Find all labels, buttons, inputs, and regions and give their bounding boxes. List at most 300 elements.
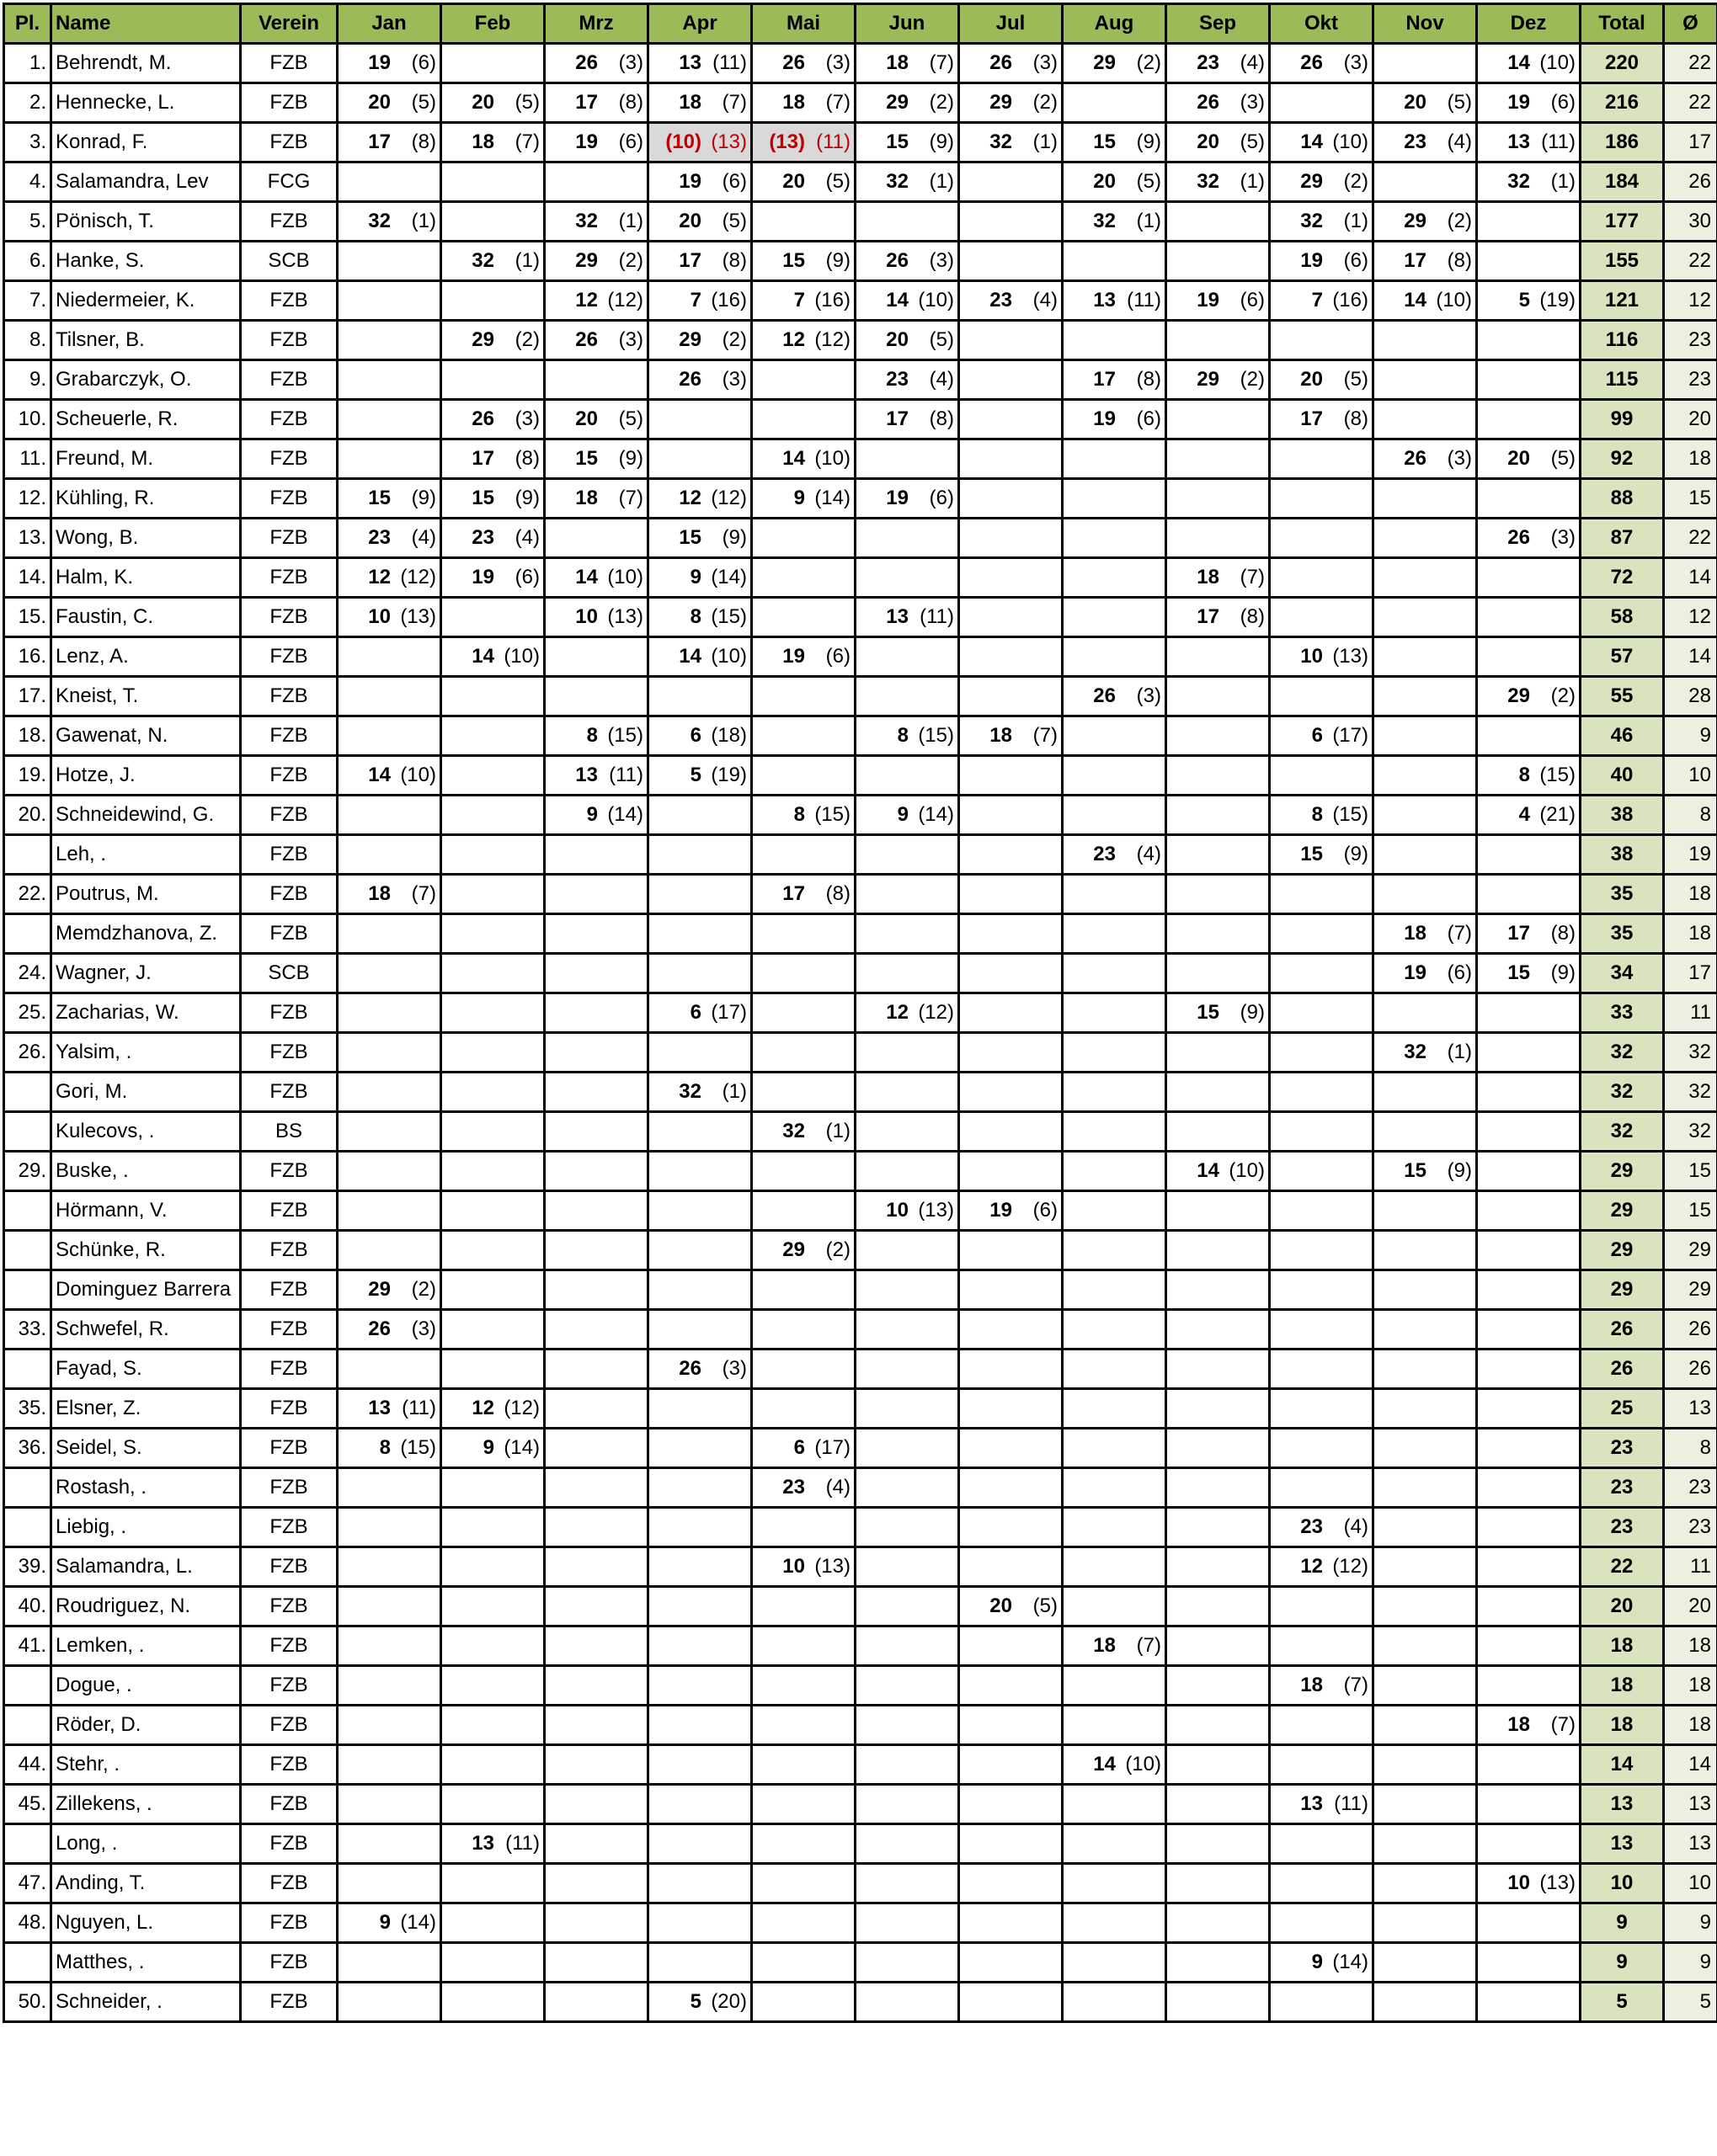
month-cell-sep bbox=[1166, 1191, 1270, 1231]
header-month-dez[interactable]: Dez bbox=[1477, 4, 1581, 44]
month-cell-jun bbox=[856, 637, 959, 677]
player-name-cell[interactable]: Roudriguez, N. bbox=[51, 1587, 241, 1626]
player-name-cell[interactable]: Lenz, A. bbox=[51, 637, 241, 677]
player-name-cell[interactable]: Zillekens, . bbox=[51, 1785, 241, 1824]
club-cell: FZB bbox=[241, 796, 338, 835]
month-placement: (15) bbox=[607, 724, 643, 747]
table-row[interactable] bbox=[4, 1191, 1717, 1231]
month-points: 7 bbox=[1311, 289, 1323, 311]
table-row[interactable] bbox=[4, 1706, 1717, 1745]
month-cell-feb bbox=[441, 321, 545, 360]
total-cell: 29 bbox=[1581, 1191, 1664, 1231]
month-cell-aug bbox=[1063, 1824, 1166, 1864]
player-name-cell[interactable]: Hanke, S. bbox=[51, 242, 241, 281]
club-cell: FZB bbox=[241, 1745, 338, 1785]
month-placement: (5) bbox=[515, 91, 540, 114]
month-cell-aug bbox=[1063, 439, 1166, 479]
header-avg[interactable]: Ø bbox=[1664, 4, 1717, 44]
month-cell-jan bbox=[338, 242, 441, 281]
player-name-cell[interactable]: Scheuerle, R. bbox=[51, 400, 241, 439]
player-name-cell[interactable]: Niedermeier, K. bbox=[51, 281, 241, 321]
month-cell-jul bbox=[959, 558, 1063, 598]
month-points: 20 bbox=[1300, 368, 1323, 391]
month-points: 32 bbox=[886, 170, 909, 193]
total-cell: 32 bbox=[1581, 1073, 1664, 1112]
table-row[interactable] bbox=[4, 479, 1717, 519]
month-cell-nov bbox=[1373, 1508, 1477, 1547]
player-name-cell[interactable]: Behrendt, M. bbox=[51, 44, 241, 83]
player-name-cell[interactable]: Wagner, J. bbox=[51, 954, 241, 993]
month-cell-dez bbox=[1477, 637, 1581, 677]
player-name-cell[interactable]: Pönisch, T. bbox=[51, 202, 241, 242]
table-row[interactable] bbox=[4, 83, 1717, 123]
month-points: 20 bbox=[1404, 91, 1426, 114]
header-month-mrz[interactable]: Mrz bbox=[545, 4, 648, 44]
table-row[interactable] bbox=[4, 954, 1717, 993]
rank-cell: 44. bbox=[4, 1745, 51, 1785]
table-row[interactable] bbox=[4, 1389, 1717, 1429]
header-month-apr[interactable]: Apr bbox=[648, 4, 752, 44]
month-cell-dez bbox=[1477, 1626, 1581, 1666]
table-row[interactable] bbox=[4, 1112, 1717, 1152]
player-name-cell[interactable]: Hörmann, V. bbox=[51, 1191, 241, 1231]
header-month-jan[interactable]: Jan bbox=[338, 4, 441, 44]
month-points: 18 bbox=[679, 91, 701, 114]
month-points: 17 bbox=[679, 249, 701, 272]
player-name-cell[interactable]: Schünke, R. bbox=[51, 1231, 241, 1270]
average-cell: 12 bbox=[1664, 598, 1717, 637]
table-row[interactable] bbox=[4, 875, 1717, 914]
rank-cell: 15. bbox=[4, 598, 51, 637]
total-cell: 29 bbox=[1581, 1270, 1664, 1310]
table-row[interactable] bbox=[4, 1983, 1717, 2022]
rank-cell bbox=[4, 1706, 51, 1745]
table-row[interactable] bbox=[4, 1666, 1717, 1706]
month-points: 26 bbox=[1404, 447, 1426, 470]
month-cell-okt bbox=[1270, 1191, 1373, 1231]
player-name-cell[interactable]: Seidel, S. bbox=[51, 1429, 241, 1468]
table-row[interactable] bbox=[4, 756, 1717, 796]
month-cell-dez bbox=[1477, 1468, 1581, 1508]
player-name-cell[interactable]: Gawenat, N. bbox=[51, 716, 241, 756]
player-name-cell[interactable]: Leh, . bbox=[51, 835, 241, 875]
month-cell-okt bbox=[1270, 1943, 1373, 1983]
month-placement: (1) bbox=[411, 210, 436, 232]
average-cell: 18 bbox=[1664, 1706, 1717, 1745]
month-placement: (9) bbox=[722, 526, 747, 549]
month-points: 17 bbox=[1093, 368, 1116, 391]
player-name-cell[interactable]: Dogue, . bbox=[51, 1666, 241, 1706]
month-cell-dez bbox=[1477, 1270, 1581, 1310]
player-name-cell[interactable]: Fayad, S. bbox=[51, 1349, 241, 1389]
table-row[interactable] bbox=[4, 281, 1717, 321]
month-cell-aug bbox=[1063, 1745, 1166, 1785]
player-name-cell[interactable]: Halm, K. bbox=[51, 558, 241, 598]
player-name-cell[interactable]: Nguyen, L. bbox=[51, 1903, 241, 1943]
header-month-jul[interactable]: Jul bbox=[959, 4, 1063, 44]
table-row[interactable] bbox=[4, 1587, 1717, 1626]
month-placement: (8) bbox=[1343, 407, 1368, 430]
month-placement: (3) bbox=[1136, 684, 1161, 707]
rank-cell: 50. bbox=[4, 1983, 51, 2022]
header-month-jun[interactable]: Jun bbox=[856, 4, 959, 44]
month-cell-mrz bbox=[545, 1587, 648, 1626]
table-row[interactable] bbox=[4, 677, 1717, 716]
month-placement: (14) bbox=[711, 566, 747, 588]
month-cell-jun bbox=[856, 993, 959, 1033]
month-cell-jan bbox=[338, 439, 441, 479]
header-month-sep[interactable]: Sep bbox=[1166, 4, 1270, 44]
month-points: 19 bbox=[575, 130, 598, 153]
month-cell-jan bbox=[338, 1112, 441, 1152]
month-placement: (7) bbox=[515, 130, 540, 153]
month-cell-jun bbox=[856, 558, 959, 598]
rank-cell: 22. bbox=[4, 875, 51, 914]
club-cell: FZB bbox=[241, 1231, 338, 1270]
table-row[interactable] bbox=[4, 162, 1717, 202]
club-cell: FZB bbox=[241, 1310, 338, 1349]
month-cell-sep bbox=[1166, 1587, 1270, 1626]
month-cell-jul bbox=[959, 1666, 1063, 1706]
header-club[interactable]: Verein bbox=[241, 4, 338, 44]
total-cell: 26 bbox=[1581, 1349, 1664, 1389]
rank-cell: 5. bbox=[4, 202, 51, 242]
header-month-mai[interactable]: Mai bbox=[752, 4, 856, 44]
player-name-cell[interactable]: Yalsim, . bbox=[51, 1033, 241, 1073]
month-cell-aug bbox=[1063, 1864, 1166, 1903]
rank-cell bbox=[4, 1191, 51, 1231]
month-cell-nov bbox=[1373, 123, 1477, 162]
average-cell: 18 bbox=[1664, 439, 1717, 479]
table-row[interactable] bbox=[4, 914, 1717, 954]
table-row[interactable] bbox=[4, 716, 1717, 756]
month-cell-jun bbox=[856, 835, 959, 875]
month-cell-okt bbox=[1270, 954, 1373, 993]
month-points: 26 bbox=[368, 1318, 391, 1340]
player-name-cell[interactable]: Matthes, . bbox=[51, 1943, 241, 1983]
table-row[interactable] bbox=[4, 202, 1717, 242]
month-cell-dez bbox=[1477, 44, 1581, 83]
month-cell-okt bbox=[1270, 1389, 1373, 1429]
month-cell-feb bbox=[441, 439, 545, 479]
month-points: 17 bbox=[472, 447, 494, 470]
month-cell-mrz bbox=[545, 1706, 648, 1745]
month-cell-mai bbox=[752, 1270, 856, 1310]
month-placement: (9) bbox=[1550, 961, 1576, 984]
table-row[interactable] bbox=[4, 1547, 1717, 1587]
header-month-feb[interactable]: Feb bbox=[441, 4, 545, 44]
month-cell-dez bbox=[1477, 1943, 1581, 1983]
average-cell: 15 bbox=[1664, 479, 1717, 519]
table-row[interactable] bbox=[4, 242, 1717, 281]
table-row[interactable] bbox=[4, 1349, 1717, 1389]
month-placement: (13) bbox=[711, 130, 747, 153]
header-month-aug[interactable]: Aug bbox=[1063, 4, 1166, 44]
month-placement: (17) bbox=[711, 1001, 747, 1024]
month-cell-okt bbox=[1270, 1152, 1373, 1191]
month-placement: (15) bbox=[1332, 803, 1368, 826]
month-cell-jun bbox=[856, 1587, 959, 1626]
player-name-cell[interactable]: Poutrus, M. bbox=[51, 875, 241, 914]
month-points: 13 bbox=[886, 605, 909, 628]
table-row[interactable] bbox=[4, 835, 1717, 875]
month-cell-jan bbox=[338, 1903, 441, 1943]
player-name-cell[interactable]: Elsner, Z. bbox=[51, 1389, 241, 1429]
table-row[interactable] bbox=[4, 1310, 1717, 1349]
table-row[interactable] bbox=[4, 1073, 1717, 1112]
player-name-cell[interactable]: Wong, B. bbox=[51, 519, 241, 558]
table-row[interactable] bbox=[4, 1864, 1717, 1903]
month-cell-jun bbox=[856, 1943, 959, 1983]
month-cell-mrz bbox=[545, 439, 648, 479]
player-name-cell[interactable]: Faustin, C. bbox=[51, 598, 241, 637]
month-cell-okt bbox=[1270, 1270, 1373, 1310]
month-cell-jan bbox=[338, 1626, 441, 1666]
header-total[interactable]: Total bbox=[1581, 4, 1664, 44]
month-cell-sep bbox=[1166, 1349, 1270, 1389]
average-cell: 28 bbox=[1664, 677, 1717, 716]
table-row[interactable] bbox=[4, 1033, 1717, 1073]
player-name-cell[interactable]: Dominguez Barrera bbox=[51, 1270, 241, 1310]
player-name-cell[interactable]: Freund, M. bbox=[51, 439, 241, 479]
month-cell-nov bbox=[1373, 954, 1477, 993]
player-name-cell[interactable]: Grabarczyk, O. bbox=[51, 360, 241, 400]
table-row[interactable] bbox=[4, 1270, 1717, 1310]
table-row[interactable] bbox=[4, 1152, 1717, 1191]
month-cell-mrz bbox=[545, 1033, 648, 1073]
month-cell-nov bbox=[1373, 598, 1477, 637]
rank-cell bbox=[4, 1943, 51, 1983]
average-cell: 32 bbox=[1664, 1033, 1717, 1073]
table-row[interactable] bbox=[4, 558, 1717, 598]
month-placement: (11) bbox=[920, 605, 954, 628]
player-name-cell[interactable]: Memdzhanova, Z. bbox=[51, 914, 241, 954]
player-name-cell[interactable]: Kulecovs, . bbox=[51, 1112, 241, 1152]
club-cell: FZB bbox=[241, 281, 338, 321]
club-cell: FZB bbox=[241, 1864, 338, 1903]
table-row[interactable] bbox=[4, 123, 1717, 162]
month-cell-feb bbox=[441, 1785, 545, 1824]
table-row[interactable] bbox=[4, 1745, 1717, 1785]
month-cell-jul bbox=[959, 954, 1063, 993]
month-cell-jan bbox=[338, 954, 441, 993]
month-cell-mrz bbox=[545, 123, 648, 162]
month-cell-nov bbox=[1373, 637, 1477, 677]
average-cell: 26 bbox=[1664, 1310, 1717, 1349]
month-points: 4 bbox=[1518, 803, 1530, 826]
month-cell-mrz bbox=[545, 716, 648, 756]
month-cell-mrz bbox=[545, 360, 648, 400]
month-cell-mai bbox=[752, 1587, 856, 1626]
rank-cell: 29. bbox=[4, 1152, 51, 1191]
header-pl[interactable]: Pl. bbox=[4, 4, 51, 44]
month-points: 20 bbox=[1507, 447, 1530, 470]
month-cell-jun bbox=[856, 1270, 959, 1310]
table-row[interactable] bbox=[4, 400, 1717, 439]
month-placement: (10) bbox=[711, 645, 747, 668]
total-cell: 26 bbox=[1581, 1310, 1664, 1349]
month-placement: (10) bbox=[1436, 289, 1472, 311]
month-points: 14 bbox=[1300, 130, 1323, 153]
player-name-cell[interactable]: Stehr, . bbox=[51, 1745, 241, 1785]
month-placement: (3) bbox=[929, 249, 954, 272]
month-cell-apr bbox=[648, 954, 752, 993]
month-placement: (3) bbox=[411, 1318, 436, 1340]
month-placement: (1) bbox=[1343, 210, 1368, 232]
month-cell-jan bbox=[338, 479, 441, 519]
table-row[interactable] bbox=[4, 1785, 1717, 1824]
table-row[interactable] bbox=[4, 637, 1717, 677]
month-points: 13 bbox=[1093, 289, 1116, 311]
table-row[interactable] bbox=[4, 993, 1717, 1033]
month-cell-sep bbox=[1166, 1824, 1270, 1864]
month-placement: (2) bbox=[929, 91, 954, 114]
total-cell: 38 bbox=[1581, 796, 1664, 835]
month-placement: (3) bbox=[1550, 526, 1576, 549]
month-cell-feb bbox=[441, 1468, 545, 1508]
average-cell: 11 bbox=[1664, 993, 1717, 1033]
average-cell: 20 bbox=[1664, 1587, 1717, 1626]
month-cell-feb bbox=[441, 1033, 545, 1073]
player-name-cell[interactable]: Kühling, R. bbox=[51, 479, 241, 519]
month-cell-sep bbox=[1166, 83, 1270, 123]
month-cell-dez bbox=[1477, 914, 1581, 954]
month-points: 9 bbox=[1311, 1951, 1323, 1973]
month-placement: (14) bbox=[918, 803, 954, 826]
month-cell-aug bbox=[1063, 558, 1166, 598]
table-row[interactable] bbox=[4, 1903, 1717, 1943]
month-points: 18 bbox=[368, 882, 391, 905]
month-cell-feb bbox=[441, 1152, 545, 1191]
month-cell-sep bbox=[1166, 360, 1270, 400]
header-month-okt[interactable]: Okt bbox=[1270, 4, 1373, 44]
player-name-cell[interactable]: Gori, M. bbox=[51, 1073, 241, 1112]
month-points: 18 bbox=[1300, 1674, 1323, 1696]
rank-cell: 10. bbox=[4, 400, 51, 439]
month-cell-feb bbox=[441, 242, 545, 281]
month-cell-mai bbox=[752, 677, 856, 716]
total-cell: 186 bbox=[1581, 123, 1664, 162]
club-cell: FZB bbox=[241, 1903, 338, 1943]
player-name-cell[interactable]: Anding, T. bbox=[51, 1864, 241, 1903]
player-name-cell[interactable]: Schwefel, R. bbox=[51, 1310, 241, 1349]
month-cell-mai bbox=[752, 954, 856, 993]
month-placement: (4) bbox=[515, 526, 540, 549]
month-points: 9 bbox=[897, 803, 909, 826]
month-cell-feb bbox=[441, 756, 545, 796]
player-name-cell[interactable]: Hennecke, L. bbox=[51, 83, 241, 123]
table-row[interactable] bbox=[4, 519, 1717, 558]
month-cell-jul bbox=[959, 796, 1063, 835]
month-cell-nov bbox=[1373, 321, 1477, 360]
month-placement: (3) bbox=[1447, 447, 1472, 470]
player-name-cell[interactable]: Salamandra, Lev bbox=[51, 162, 241, 202]
player-name-cell[interactable]: Liebig, . bbox=[51, 1508, 241, 1547]
month-points: 29 bbox=[1093, 51, 1116, 74]
player-name-cell[interactable]: Schneider, . bbox=[51, 1983, 241, 2022]
table-row[interactable] bbox=[4, 439, 1717, 479]
month-points: 5 bbox=[1518, 289, 1530, 311]
total-cell: 9 bbox=[1581, 1943, 1664, 1983]
player-name-cell[interactable]: Zacharias, W. bbox=[51, 993, 241, 1033]
month-points: 26 bbox=[782, 51, 805, 74]
player-name-cell[interactable]: Kneist, T. bbox=[51, 677, 241, 716]
header-month-nov[interactable]: Nov bbox=[1373, 4, 1477, 44]
month-cell-aug bbox=[1063, 123, 1166, 162]
player-name-cell[interactable]: Schneidewind, G. bbox=[51, 796, 241, 835]
month-points: 20 bbox=[575, 407, 598, 430]
month-points: 18 bbox=[575, 487, 598, 509]
month-cell-jul bbox=[959, 875, 1063, 914]
average-cell: 17 bbox=[1664, 123, 1717, 162]
month-cell-sep bbox=[1166, 1785, 1270, 1824]
player-name-cell[interactable]: Buske, . bbox=[51, 1152, 241, 1191]
total-cell: 57 bbox=[1581, 637, 1664, 677]
month-cell-okt bbox=[1270, 1231, 1373, 1270]
month-cell-sep bbox=[1166, 400, 1270, 439]
month-points: 17 bbox=[1404, 249, 1426, 272]
player-name-cell[interactable]: Lemken, . bbox=[51, 1626, 241, 1666]
month-placement: (3) bbox=[825, 51, 851, 74]
rank-cell: 13. bbox=[4, 519, 51, 558]
month-cell-jan bbox=[338, 1745, 441, 1785]
table-row[interactable] bbox=[4, 1508, 1717, 1547]
month-points: 20 bbox=[679, 210, 701, 232]
player-name-cell[interactable]: Salamandra, L. bbox=[51, 1547, 241, 1587]
player-name-cell[interactable]: Long, . bbox=[51, 1824, 241, 1864]
table-row[interactable] bbox=[4, 1429, 1717, 1468]
month-cell-feb bbox=[441, 1231, 545, 1270]
month-cell-apr bbox=[648, 83, 752, 123]
month-cell-jul bbox=[959, 1033, 1063, 1073]
month-cell-jan bbox=[338, 1152, 441, 1191]
month-cell-sep bbox=[1166, 202, 1270, 242]
table-row[interactable] bbox=[4, 44, 1717, 83]
month-cell-apr bbox=[648, 1626, 752, 1666]
player-name-cell[interactable]: Tilsner, B. bbox=[51, 321, 241, 360]
table-row[interactable] bbox=[4, 1231, 1717, 1270]
month-cell-aug bbox=[1063, 796, 1166, 835]
rank-cell: 20. bbox=[4, 796, 51, 835]
table-row[interactable] bbox=[4, 796, 1717, 835]
average-cell: 30 bbox=[1664, 202, 1717, 242]
rank-cell bbox=[4, 835, 51, 875]
player-name-cell[interactable]: Röder, D. bbox=[51, 1706, 241, 1745]
month-cell-apr bbox=[648, 1468, 752, 1508]
month-cell-mai bbox=[752, 202, 856, 242]
table-row[interactable] bbox=[4, 321, 1717, 360]
table-row[interactable] bbox=[4, 360, 1717, 400]
player-name-cell[interactable]: Hotze, J. bbox=[51, 756, 241, 796]
month-cell-jun bbox=[856, 321, 959, 360]
player-name-cell[interactable]: Konrad, F. bbox=[51, 123, 241, 162]
table-row[interactable] bbox=[4, 1943, 1717, 1983]
player-name-cell[interactable]: Rostash, . bbox=[51, 1468, 241, 1508]
table-row[interactable] bbox=[4, 1468, 1717, 1508]
total-cell: 22 bbox=[1581, 1547, 1664, 1587]
table-row[interactable] bbox=[4, 1824, 1717, 1864]
month-cell-jan bbox=[338, 202, 441, 242]
total-cell: 40 bbox=[1581, 756, 1664, 796]
month-cell-mrz bbox=[545, 479, 648, 519]
club-cell: FZB bbox=[241, 1468, 338, 1508]
month-cell-nov bbox=[1373, 1745, 1477, 1785]
header-name[interactable]: Name bbox=[51, 4, 241, 44]
average-cell: 26 bbox=[1664, 162, 1717, 202]
table-row[interactable] bbox=[4, 598, 1717, 637]
rank-cell: 45. bbox=[4, 1785, 51, 1824]
table-row[interactable] bbox=[4, 1626, 1717, 1666]
